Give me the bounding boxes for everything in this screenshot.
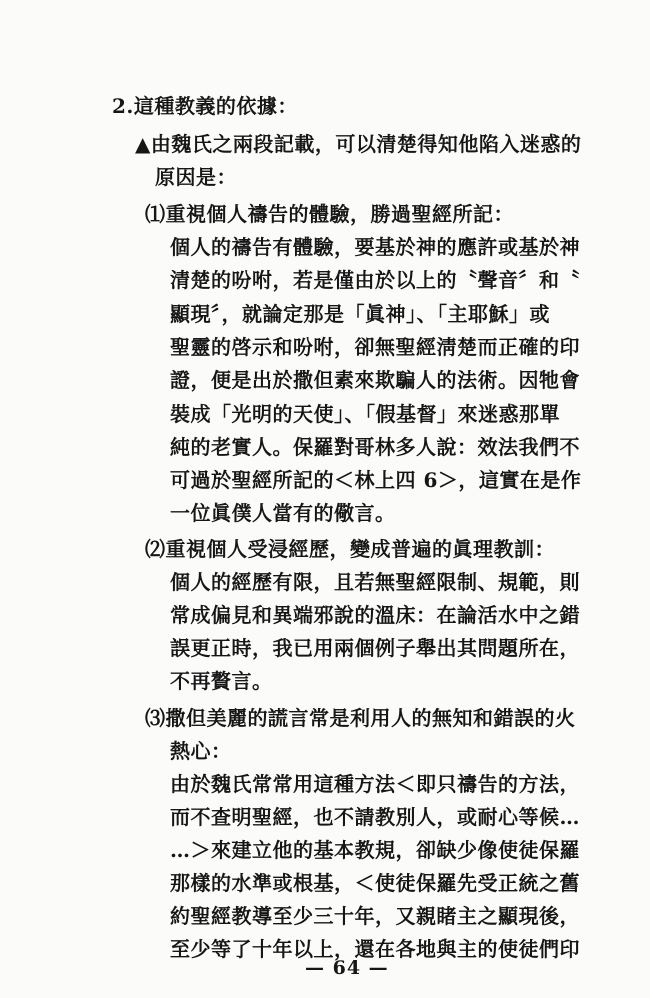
text-line: 顯現〞，就論定那是「眞神」、「主耶穌」或 bbox=[170, 302, 550, 326]
text-line: …＞來建立他的基本教規，卻缺少像使徒保羅 bbox=[170, 838, 580, 862]
text-line: 一位眞僕人當有的儆言。 bbox=[170, 501, 396, 525]
text-line: 聖靈的啓示和吩咐，卻無聖經淸楚而正確的印 bbox=[170, 335, 580, 359]
text-line: 而不查明聖經，也不請教別人，或耐心等候… bbox=[170, 805, 580, 829]
text-line: 約聖經教導至少三十年，又親睹主之顯現後， bbox=[170, 904, 580, 928]
text-line: 至少等了十年以上，還在各地與主的使徒們印 bbox=[170, 937, 580, 961]
subheading-line: ⑶撒但美麗的謊言常是利用人的無知和錯誤的火 bbox=[145, 706, 576, 730]
text-line: 熱心： bbox=[170, 739, 232, 763]
subheading-line: ⑴重視個人禱告的體驗，勝過聖經所記： bbox=[145, 202, 514, 226]
text-line: 純的老實人。保羅對哥林多人說：效法我們不 bbox=[170, 435, 580, 459]
text-line: 誤更正時，我已用兩個例子舉出其問題所在， bbox=[170, 636, 580, 660]
text-line: 那樣的水準或根基，＜使徒保羅先受正統之舊 bbox=[170, 871, 580, 895]
text-line: ▲由魏氏之兩段記載，可以清楚得知他陷入迷惑的 bbox=[135, 132, 582, 156]
text-line: 常成偏見和異端邪說的溫床：在論活水中之錯 bbox=[170, 603, 580, 627]
section-heading: 2.這種教義的依據： bbox=[112, 94, 298, 118]
text-line: 可過於聖經所記的＜林上四 6＞，這實在是作 bbox=[170, 468, 582, 492]
text-line: 清楚的吩咐，若是僅由於以上的〝聲音〞和〝 bbox=[170, 268, 580, 292]
text-line: 不再贅言。 bbox=[170, 669, 273, 693]
subheading-line: ⑵重視個人受浸經歷，變成普遍的眞理教訓： bbox=[145, 537, 555, 561]
text-line: 個人的禱告有體驗，要基於神的應許或基於神 bbox=[170, 235, 580, 259]
text-line: 裝成「光明的天使」、「假基督」來迷惑那單 bbox=[170, 402, 560, 426]
text-line: 由於魏氏常常用這種方法＜即只禱告的方法， bbox=[170, 772, 580, 796]
text-line: 證，便是出於撒但素來欺騙人的法術。因牠會 bbox=[170, 368, 580, 392]
text-line: 個人的經歷有限，且若無聖經限制、規範，則 bbox=[170, 570, 580, 594]
page-number: — 64 — bbox=[305, 957, 389, 979]
text-line: 原因是： bbox=[155, 165, 237, 189]
